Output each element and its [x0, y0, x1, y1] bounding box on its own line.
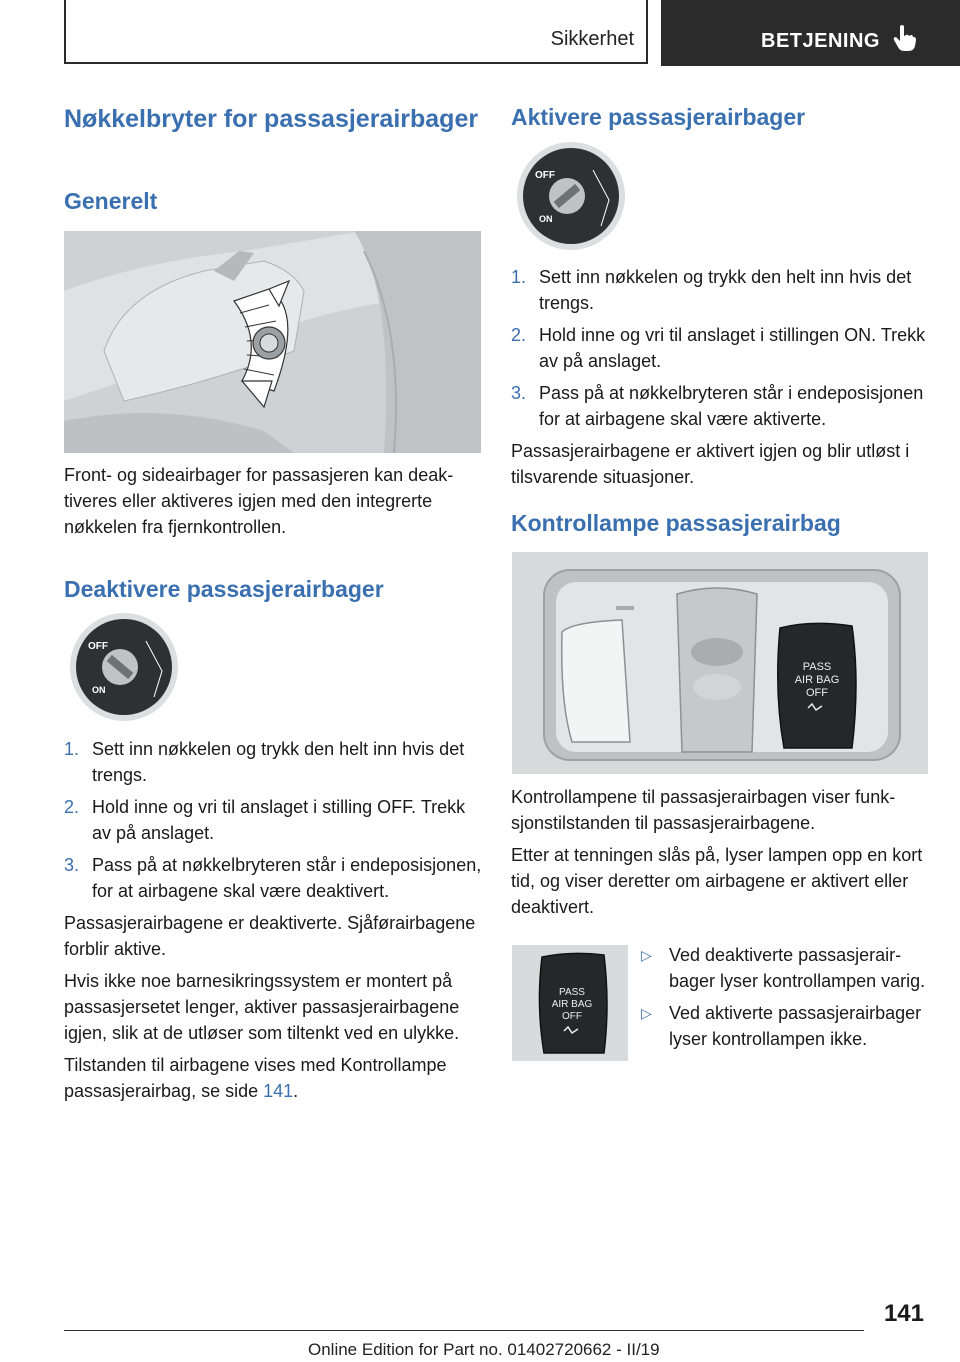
lamp-paragraph-1: Kontrollampene til passasjerairbagen viser funksjonstilstanden til passasjerairbagene.	[511, 787, 896, 833]
triangle-bullet-icon: ▷	[641, 947, 652, 963]
on-label: ON	[92, 685, 106, 695]
list-item: 2. Hold inne og vri til anslaget i stillingen ON. Trekk av på anslaget.	[511, 325, 926, 371]
list-item: 2. Hold inne og vri til anslaget i stilling OFF. Trekk av på anslaget.	[64, 797, 466, 843]
list-item: ▷ Ved aktiverte passasjerairbager lyser kontrollampen ikke.	[641, 1000, 928, 1052]
activate-steps	[511, 264, 929, 432]
child-seat-paragraph: Hvis ikke noe barnesikringssystem er montert på passasjersetet lenger, aktiver passasjerairbagene igjen, slik at de utløser som tiltenkt ved en ulykke.	[64, 971, 460, 1043]
list-item: ▷ Ved deaktiverte passasjerairbager lyser kontrollampen varig.	[641, 942, 928, 994]
deactivate-steps	[64, 736, 482, 904]
left-column	[64, 104, 482, 134]
on-label: ON	[539, 214, 553, 224]
lamp-line1: PASS	[559, 987, 585, 998]
hand-pointer-icon	[893, 24, 917, 52]
off-label: OFF	[535, 170, 555, 181]
page-number: 141	[883, 1300, 924, 1327]
deactivated-paragraph: Passasjerairbagene er deaktiverte. Sjåførairbagene forblir aktive.	[64, 913, 476, 959]
page-link[interactable]: 141	[263, 1081, 294, 1101]
intro-paragraph: Front- og sideairbager for passasjeren kan deaktiveres eller aktiveres igjen med den integrerte nøkkelen fra fjernkontrollen.	[64, 465, 454, 537]
section-tab	[64, 0, 648, 64]
section-heading-activate: Aktivere passasjerairbager	[511, 104, 806, 130]
lamp-line3: OFF	[806, 687, 828, 699]
lamp-state-list	[641, 942, 928, 1052]
footer-divider	[64, 1330, 864, 1331]
off-label: OFF	[88, 641, 108, 652]
section-heading-deactivate: Deaktivere passasjerairbager	[64, 576, 384, 602]
list-item: 3. Pass på at nøkkelbryteren står i endeposisjonen for at airbagene skal være aktiverte.	[511, 383, 924, 429]
lamp-paragraph-2: Etter at tenningen slås på, lyser lampen opp en kort tid, og viser deretter om airbagene er aktivert eller deaktivert.	[511, 845, 923, 917]
page-header	[0, 0, 960, 66]
lamp-line2: AIR BAG	[551, 999, 593, 1010]
list-item: 1. Sett inn nøkkelen og trykk den helt inn hvis det trengs.	[64, 739, 465, 785]
chapter-label: BETJENING	[761, 30, 880, 52]
list-item: 1. Sett inn nøkkelen og trykk den helt inn hvis det trengs.	[511, 267, 912, 313]
section-heading-lamp: Kontrollampe passasjerairbag	[511, 510, 841, 536]
lamp-line3: OFF	[562, 1011, 582, 1022]
key-switch-off-icon	[68, 611, 180, 723]
activated-paragraph: Passasjerairbagene er aktivert igjen og blir utløst i tilsvarende situasjoner.	[511, 441, 910, 487]
dashboard-key-switch-illustration	[64, 231, 481, 453]
section-label: Sikkerhet	[550, 28, 634, 50]
page-title: Nøkkelbryter for passasjerairbager	[64, 105, 479, 133]
footer-edition: Online Edition for Part no. 01402720662 - II/19	[308, 1340, 660, 1359]
lamp-closeup-photo	[512, 945, 628, 1061]
lamp-line1: PASS	[802, 661, 832, 673]
key-switch-on-icon	[515, 140, 627, 252]
lamp-line2: AIR BAG	[794, 674, 840, 686]
lamp-panel-photo	[512, 552, 928, 774]
status-paragraph: Tilstanden til airbagene vises med Kontrollampe passasjerairbag, se side 141.	[64, 1055, 447, 1101]
section-heading-generelt: Generelt	[64, 188, 158, 214]
triangle-bullet-icon: ▷	[641, 1005, 652, 1021]
list-item: 3. Pass på at nøkkelbryteren står i endeposisjonen, for at airbagene skal være deaktivert.	[64, 855, 482, 901]
